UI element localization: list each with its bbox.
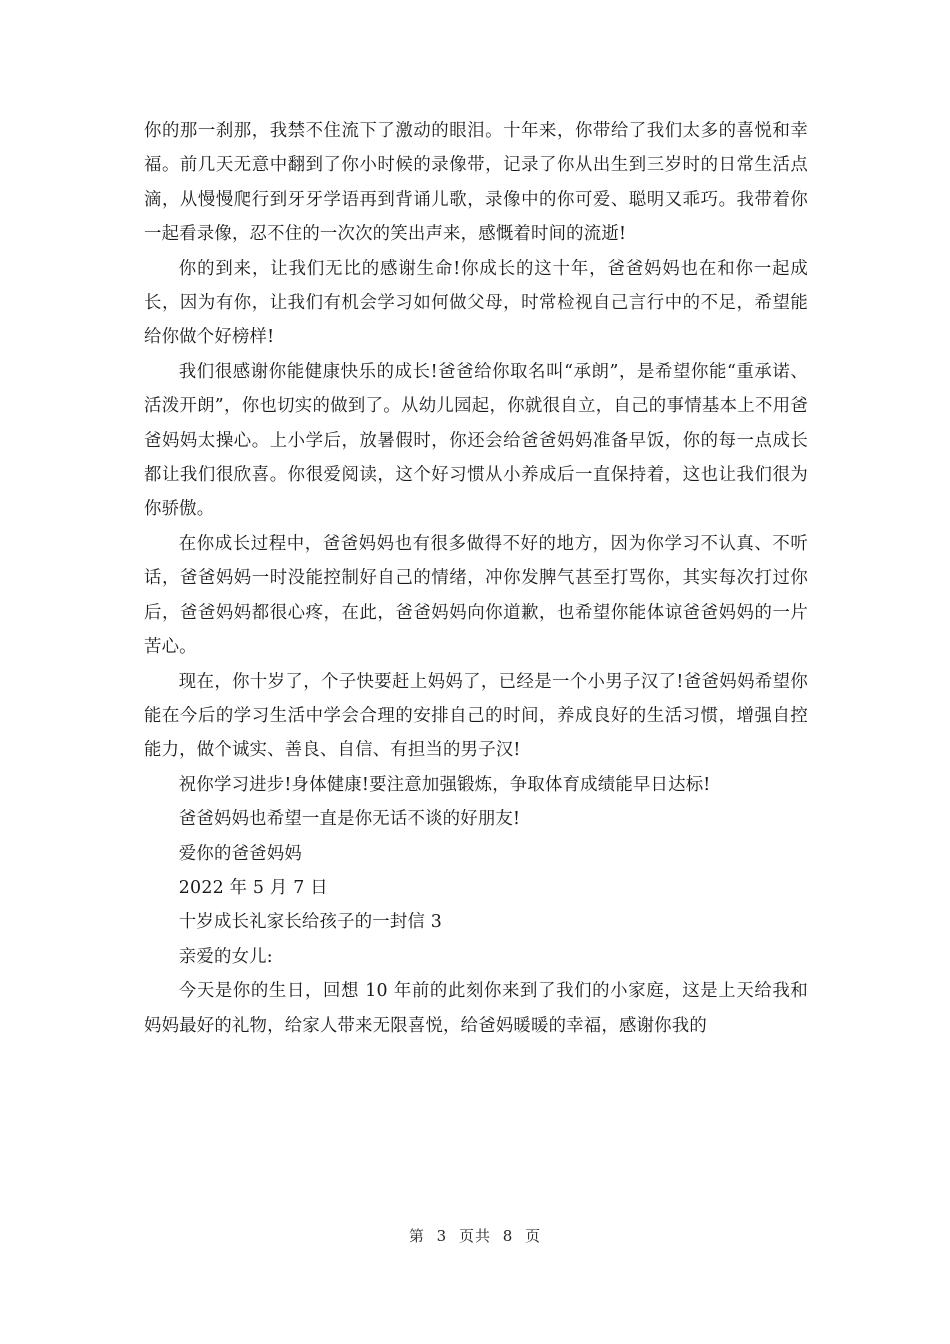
- date-line: 2022 年 5 月 7 日: [178, 877, 328, 898]
- paragraph-name-meaning: 我们很感谢你能健康快乐的成长!爸爸给你取名叫“承朗”，是希望你能“重承诺、活泼开朗”，你也切实的做到了。从幼儿园起，你就很自立，自己的事情基本上不用爸爸妈妈太操心。上小学后，放暑假时，你还会给爸爸妈妈准备早饭，你的每一点成长都让我们很欣喜。你很爱阅读，这个好习惯从小养成后一直保持着，这也让我们很为你骄傲。: [144, 361, 808, 520]
- paragraph-apology: 在你成长过程中，爸爸妈妈也有很多做得不好的地方，因为你学习不认真、不听话，爸爸妈妈一时没能控制好自己的情绪，冲你发脾气甚至打骂你，其实每次打过你后，爸爸妈妈都很心疼，在此，爸爸妈妈向你道歉，也希望你能体谅爸爸妈妈的一片苦心。: [144, 533, 808, 658]
- paragraph-birthday: 今天是你的生日，回想 10 年前的此刻你来到了我们的小家庭，这是上天给我和妈妈最好的礼物，给家人带来无限喜悦，给爸妈暖暖的幸福，感谢你我的: [144, 981, 808, 1036]
- signature-line: 爱你的爸爸妈妈: [178, 843, 302, 864]
- paragraph-continuation: 你的那一刹那，我禁不住流下了激动的眼泪。十年来，你带给了我们太多的喜悦和幸福。前几天无意中翻到了你小时候的录像带，记录了你从出生到三岁时的日常生活点滴，从慢慢爬行到牙牙学语再到背诵儿歌，录像中的你可爱、聪明又乖巧。我带着你一起看录像，忍不住的一次次的笑出声来，感慨着时间的流逝!: [144, 121, 808, 245]
- salutation: 亲爱的女儿:: [178, 946, 273, 967]
- paragraph-hopes: 现在，你十岁了，个子快要赶上妈妈了，已经是一个小男子汉了!爸爸妈妈希望你能在今后的学习生活中学会合理的安排自己的时间，养成良好的生活习惯，增强自控能力，做个诚实、善良、自信、有担当的男子汉!: [144, 671, 808, 761]
- paragraph-gratitude-life: 你的到来，让我们无比的感谢生命!你成长的这十年，爸爸妈妈也在和你一起成长，因为有你，让我们有机会学习如何做父母，时常检视自己言行中的不足，希望能给你做个好榜样!: [144, 258, 808, 348]
- page-number-footer: 第 3 页共 8 页: [408, 1227, 542, 1245]
- paragraph-friendship: 爸爸妈妈也希望一直是你无话不谈的好朋友!: [178, 809, 521, 830]
- document-body: [144, 114, 808, 1043]
- paragraph-wishes: 祝你学习进步!身体健康!要注意加强锻炼，争取体育成绩能早日达标!: [178, 774, 711, 795]
- letter-heading: 十岁成长礼家长给孩子的一封信 3: [178, 912, 443, 933]
